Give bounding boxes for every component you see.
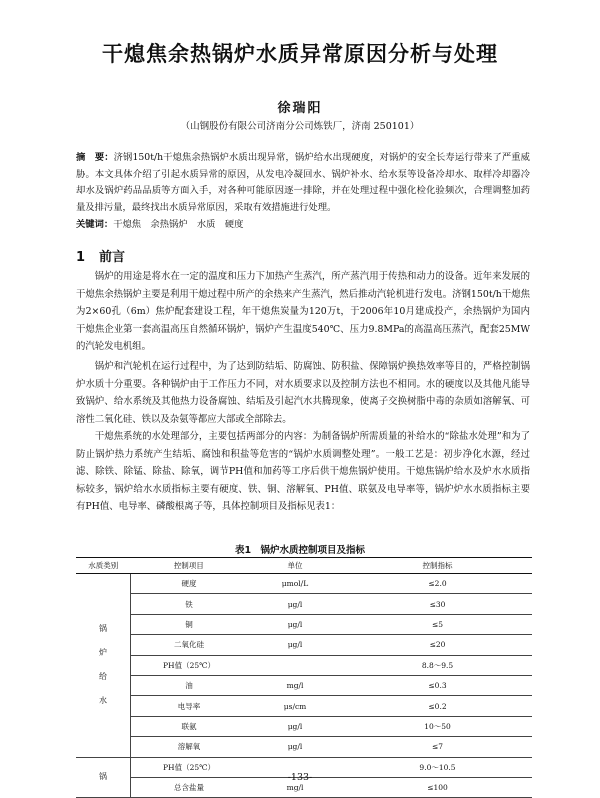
- paper-title: 干熄焦余热锅炉水质异常原因分析与处理: [102, 42, 498, 66]
- table-cell-unit: μg/l: [247, 716, 343, 736]
- table-cell-item: 溶解氧: [131, 737, 248, 757]
- table-cell-limit: ≤20: [343, 635, 532, 655]
- table-cell-item: PH值（25℃）: [131, 757, 248, 777]
- table-cell-item: 油: [131, 675, 248, 695]
- water-category-cell: 锅 炉 给 水: [76, 574, 131, 758]
- table-row: [76, 675, 532, 695]
- table-cell-limit: ≤2.0: [343, 574, 532, 594]
- table-cell-limit: ≤30: [343, 594, 532, 614]
- paragraph: 锅炉的用途是将水在一定的温度和压力下加热产生蒸汽，所产蒸汽用于传热和动力的设备。近年来发展的干熄焦余热锅炉主要是利用干熄过程中所产的余热来产生蒸汽，然后推动汽轮机进行发电。济钢150t/h干熄焦为2×60孔（6m）焦炉配套建设工程，年干熄焦炭量为120万t，于2006年10月建成投产，余热锅炉为国内干熄焦企业第一套高温高压自然循环锅炉，锅炉产生温度540℃、压力9.8MPa的高温高压蒸汽，配套25MW的汽轮发电机组。: [76, 271, 530, 353]
- table-header-cell: 控制指标: [343, 558, 532, 574]
- table-cell-unit: μg/l: [247, 614, 343, 634]
- author-affiliation: （山钢股份有限公司济南分公司炼铁厂，济南 250101）: [180, 121, 420, 132]
- abstract-text: 济钢150t/h干熄焦余热锅炉水质出现异常，锅炉给水出现硬度，对锅炉的安全长寿运行带来了严重威胁。本文具体介绍了引起水质异常的原因，从发电冷凝回水、锅炉补水、给水泵等设备冷却水、取样冷却器冷却水及锅炉药品品质等方面入手，对各种可能原因逐一排除，并在处理过程中强化检化验频次，合理调整加药量及排污量，最终找出水质异常原因，采取有效措施进行处理。: [76, 152, 530, 213]
- table-cell-item: 电导率: [131, 696, 248, 716]
- page-number: -133-: [287, 772, 313, 783]
- table-header-cell: 水质类别: [76, 558, 131, 574]
- table-row: [76, 574, 532, 594]
- water-category-cell: 锅: [76, 757, 131, 798]
- table-row: [76, 594, 532, 614]
- abstract: [76, 150, 530, 216]
- table-cell-limit: ≤0.3: [343, 675, 532, 695]
- author-name: 徐瑞阳: [277, 101, 323, 116]
- table-cell-item: 二氧化硅: [131, 635, 248, 655]
- table-cell-item: 联氨: [131, 716, 248, 736]
- table-cell-limit: ≤7: [343, 737, 532, 757]
- table-cell-item: 铜: [131, 614, 248, 634]
- table-row: [76, 696, 532, 716]
- table-cell-unit: mg/l: [247, 777, 343, 797]
- table-cell-limit: 9.0～10.5: [343, 757, 532, 777]
- table-row: [76, 716, 532, 736]
- table-row: [76, 635, 532, 655]
- paragraph: 干熄焦系统的水处理部分，主要包括两部分的内容：为制备锅炉所需质量的补给水的“除盐水处理”和为了防止锅炉热力系统产生结垢、腐蚀和积盐等危害的“锅炉水质调整处理”。一般工艺是：初步净化水源，经过滤、除铁、除锰、除盐、除氧，调节PH值和加药等工序后供干熄焦锅炉使用。干熄焦锅炉给水及炉水水质指标较多，锅炉给水水质指标主要有硬度、铁、铜、溶解氧、PH值、联氨及电导率等，锅炉炉水水质指标主要有PH值、电导率、磷酸根离子等，具体控制项目及指标见表1：: [76, 431, 530, 513]
- table-cell-item: 总含盐量: [131, 777, 248, 797]
- table-header-row: [76, 558, 532, 574]
- keywords-text: 干熄焦 余热锅炉 水质 硬度: [113, 219, 244, 230]
- table-row: [76, 737, 532, 757]
- table-cell-limit: ≤100: [343, 777, 532, 797]
- table-cell-unit: μg/l: [247, 737, 343, 757]
- table-cell-limit: 10～50: [343, 716, 532, 736]
- table-cell-unit: μmol/L: [247, 574, 343, 594]
- table-row: [76, 655, 532, 675]
- section-number: 1: [76, 250, 86, 265]
- table-cell-unit: μg/l: [247, 594, 343, 614]
- table-cell-unit: μs/cm: [247, 696, 343, 716]
- table-cell-limit: ≤5: [343, 614, 532, 634]
- table-cell-limit: 8.8～9.5: [343, 655, 532, 675]
- table-cell-unit: [247, 655, 343, 675]
- water-quality-table: [76, 557, 532, 798]
- table-cell-limit: ≤0.2: [343, 696, 532, 716]
- table-cell-item: PH值（25℃）: [131, 655, 248, 675]
- abstract-label: 摘 要：: [76, 152, 114, 163]
- section-title: 前言: [99, 250, 126, 265]
- table-cell-item: 硬度: [131, 574, 248, 594]
- table-cell-item: 铁: [131, 594, 248, 614]
- table-cell-unit: μg/l: [247, 635, 343, 655]
- paragraph: 锅炉和汽轮机在运行过程中，为了达到防结垢、防腐蚀、防积盐、保障锅炉换热效率等目的，严格控制锅炉水质十分重要。各种锅炉由于工作压力不同，对水质要求以及控制方法也不相同。水的硬度以及其他凡能导致锅炉、给水系统及其他热力设备腐蚀、结垢及引起汽水共腾现象，使离子交换树脂中毒的杂质如溶解氧、可溶性二氧化硅、铁以及杂氨等都应大部或全部除去。: [76, 361, 530, 425]
- keywords: [76, 216, 530, 230]
- section-heading: [76, 246, 125, 265]
- table-caption: 表1 锅炉水质控制项目及指标: [234, 545, 366, 556]
- table-header-cell: 控制项目: [131, 558, 248, 574]
- keywords-label: 关键词：: [76, 219, 114, 230]
- table-cell-unit: mg/l: [247, 675, 343, 695]
- table-header-cell: 单位: [247, 558, 343, 574]
- table-row: [76, 614, 532, 634]
